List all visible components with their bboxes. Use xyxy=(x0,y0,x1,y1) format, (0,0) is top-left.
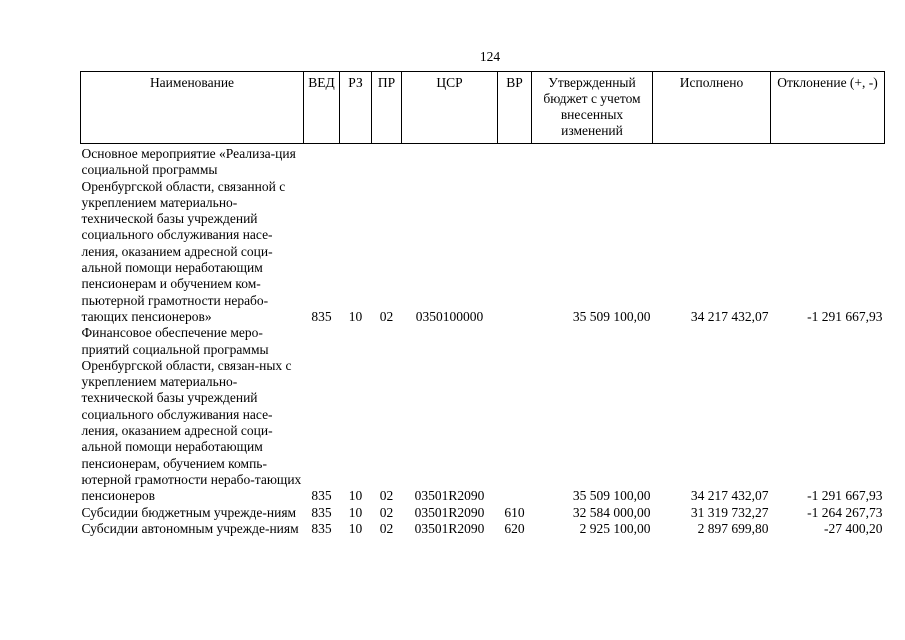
header-csr: ЦСР xyxy=(402,72,498,144)
row-approved: 35 509 100,00 xyxy=(572,308,651,324)
row-pr: 02 xyxy=(379,488,394,504)
row-name: Субсидии бюджетным учрежде-ниям xyxy=(81,504,297,520)
row-executed: 2 897 699,80 xyxy=(697,520,769,536)
row-vr xyxy=(498,144,532,326)
row-vr xyxy=(498,325,532,504)
row-rz: 10 xyxy=(348,504,363,520)
row-pr: 02 xyxy=(379,308,394,324)
row-deviation: -1 264 267,73 xyxy=(807,504,883,520)
row-executed: 34 217 432,07 xyxy=(690,488,769,504)
budget-table xyxy=(80,71,885,537)
row-executed: 34 217 432,07 xyxy=(690,308,769,324)
header-ved: ВЕД xyxy=(304,72,340,144)
row-ved: 835 xyxy=(311,308,332,324)
row-csr: 03501R2090 xyxy=(414,488,485,504)
row-vr: 610 xyxy=(504,504,525,520)
header-deviation: Отклонение (+, -) xyxy=(771,72,885,144)
header-rz: РЗ xyxy=(340,72,372,144)
row-rz: 10 xyxy=(348,488,363,504)
header-vr: ВР xyxy=(498,72,532,144)
row-ved: 835 xyxy=(311,504,332,520)
row-vr: 620 xyxy=(504,520,525,536)
header-pr: ПР xyxy=(372,72,402,144)
row-deviation: -27 400,20 xyxy=(824,520,883,536)
row-approved: 32 584 000,00 xyxy=(572,504,651,520)
row-name: Субсидии автономным учрежде-ниям xyxy=(81,520,299,536)
row-pr: 02 xyxy=(379,520,394,536)
row-ved: 835 xyxy=(311,520,332,536)
row-csr: 03501R2090 xyxy=(414,520,485,536)
row-rz: 10 xyxy=(348,308,363,324)
row-name: Финансовое обеспечение меро-приятий социальной программы Оренбургской области, связан-ных с укреплением материально-технической базы учреждений социального обслуживания насе-ления, оказанием адресной соци-альной помощи неработающим пенсионерам, обучением компь-ютерной грамотности нерабо-тающих пенсионеров xyxy=(81,325,302,504)
table-row xyxy=(81,325,885,504)
row-pr: 02 xyxy=(379,504,394,520)
row-approved: 2 925 100,00 xyxy=(579,520,651,536)
row-deviation: -1 291 667,93 xyxy=(807,308,883,324)
header-name: Наименование xyxy=(81,72,304,144)
row-executed: 31 319 732,27 xyxy=(690,504,769,520)
header-executed: Исполнено xyxy=(653,72,771,144)
row-rz: 10 xyxy=(348,520,363,536)
table-row xyxy=(81,505,885,521)
page-number: 124 xyxy=(479,49,501,64)
row-deviation: -1 291 667,93 xyxy=(807,488,883,504)
table-row xyxy=(81,521,885,537)
row-ved: 835 xyxy=(311,488,332,504)
row-csr: 03501R2090 xyxy=(414,504,485,520)
header-approved: Утвержденный бюджет с учетом внесенных изменений xyxy=(532,72,653,144)
row-csr: 0350100000 xyxy=(415,308,484,324)
row-name: Основное мероприятие «Реализа-ция социальной программы Оренбургской области, связанной с укреплением материально-технической базы учреждений социального обслуживания насе-ления, оказанием адресной соци-альной помощи неработающим пенсионерам и обучением ком-пьютерной грамотности нерабо-тающих пенсионеров» xyxy=(81,146,296,324)
row-approved: 35 509 100,00 xyxy=(572,488,651,504)
header-row xyxy=(81,72,885,144)
table-row xyxy=(81,144,885,326)
